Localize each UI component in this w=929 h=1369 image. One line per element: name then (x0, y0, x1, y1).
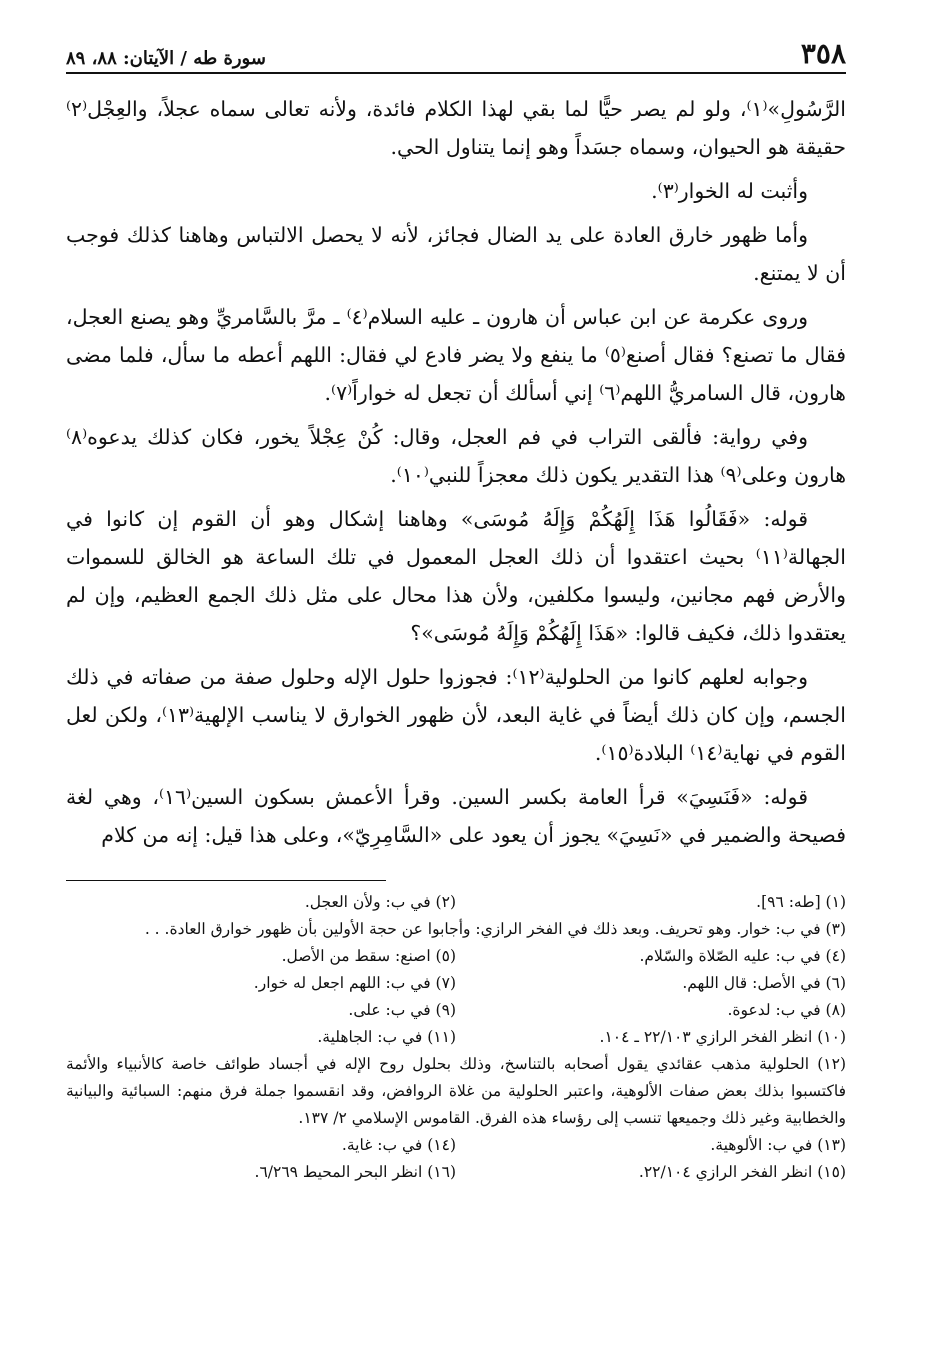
paragraph: الرَّسُولِ»⁽١⁾، ولو لم يصر حيًّا لما بقي لهذا الكلام فائدة، ولأنه تعالى سماه عجلاً، والعِجْل⁽٢⁾ حقيقة هو الحيوان، وسماه جسَداً وهو إنما يتناول الحي. (66, 97, 846, 159)
page-number: ٣٥٨ (800, 37, 846, 70)
footnote: (٥) اصنع: سقط من الأصل. (281, 947, 456, 965)
footnote-row (66, 1051, 846, 1132)
footnote: (١٠) انظر الفخر الرازي ٢٢/١٠٣ ـ ١٠٤. (599, 1028, 846, 1046)
footnote-row (66, 1159, 846, 1186)
page (66, 30, 846, 1186)
footnote: (٢) في ب: ولأن العجل. (304, 893, 456, 911)
footnote-row (66, 1024, 846, 1051)
main-text (66, 90, 846, 854)
running-title: سورة طه / الآيتان: ٨٨، ٨٩ (66, 48, 266, 69)
footnote: (٦) في الأصل: قال اللهم. (682, 974, 846, 992)
footnote: (١٢) الحلولية مذهب عقائدي يقول أصحابه بالتناسخ، وذلك بحلول روح الإله في أجساد طوائف خاصة كالأنبياء والأئمة فاكتسبوا بذلك بعض صفات الألوهية، واعتبر الحلولية من غلاة الروافض، وقد انقسموا جملة فرق منهم: السبائية والبيانية والخطابية وغير ذلك وجميعها تنسب إلى رؤساء هذه الفرق. القاموس الإسلامي ٢/ ١٣٧. (66, 1055, 846, 1127)
footnote: (١) [طه: ٩٦]. (756, 893, 846, 911)
footnote: (١٣) في ب: الألوهية. (710, 1136, 846, 1154)
footnote: (٨) في ب: لدعوة. (727, 1001, 846, 1019)
footnote: (١٥) انظر الفخر الرازي ٢٢/١٠٤. (638, 1163, 846, 1181)
paragraph: وجوابه لعلهم كانوا من الحلولية⁽١٢⁾: فجوزوا حلول الإله وحلول صفة من صفاته في ذلك الجسم، وإن كان ذلك أيضاً في غاية البعد، لأن ظهور الخوارق لا يناسب الإلهية⁽١٣⁾، ولكن لعل القوم في نهاية⁽١٤⁾ البلادة⁽١٥⁾. (66, 665, 846, 765)
paragraph: وفي رواية: فألقى التراب في فم العجل، وقال: كُنْ عِجْلاً يخور، فكان كذلك يدعوه⁽٨⁾ هارون وعلى⁽٩⁾ هذا التقدير يكون ذلك معجزاً للنبي⁽١٠⁾. (66, 425, 846, 487)
footnote: (١١) في ب: الجاهلية. (317, 1028, 456, 1046)
footnotes (66, 889, 846, 1186)
footnote-row (66, 997, 846, 1024)
footnote-row (66, 916, 846, 943)
paragraph: وأثبت له الخوار⁽٣⁾. (651, 179, 808, 203)
footnote: (٣) في ب: خوار. وهو تحريف. وبعد ذلك في الفخر الرازي: وأجابوا عن حجة الأولين بأن ظهور خوارق العادة. . . (144, 920, 846, 938)
footnote-row (66, 889, 846, 916)
paragraph: قوله: «فَقَالُوا هَذَا إِلَهُكُمْ وَإِلَهُ مُوسَى» وهاهنا إشكال وهو أن القوم إن كانوا في الجهالة⁽١١⁾ بحيث اعتقدوا أن ذلك العجل المعمول في تلك الساعة هو الخالق للسموات والأرض فهم مجانين، وليسوا مكلفين، ولأن هذا محال على مثل ذلك الجمع العظيم، وإن لم يعتقدوا ذلك، فكيف قالوا: «هَذَا إِلَهُكُمْ وَإِلَهُ مُوسَى»؟ (66, 507, 846, 645)
footnote-divider (66, 880, 386, 881)
footnote: (٩) في ب: على. (348, 1001, 456, 1019)
footnote-row (66, 943, 846, 970)
footnote-row (66, 970, 846, 997)
page-header (66, 30, 846, 74)
footnote-row (66, 1132, 846, 1159)
footnote: (١٦) انظر البحر المحيط ٦/٢٦٩. (254, 1163, 456, 1181)
footnote: (٧) في ب: اللهم اجعل له خوار. (253, 974, 456, 992)
paragraph: وروى عكرمة عن ابن عباس أن هارون ـ عليه السلام⁽٤⁾ ـ مرَّ بالسَّامريِّ وهو يصنع العجل، فقال ما تصنع؟ فقال أصنع⁽٥⁾ ما ينفع ولا يضر فادع لي فقال: اللهم أعطه ما سأل، فلما مضى هارون، قال السامريُّ اللهم⁽٦⁾ إني أسألك أن تجعل له خواراً⁽٧⁾. (66, 305, 847, 405)
footnote: (٤) في ب: عليه الصّلاة والسّلام. (639, 947, 846, 965)
footnote: (١٤) في ب: غاية. (341, 1136, 456, 1154)
paragraph: وأما ظهور خارق العادة على يد الضال فجائز، لأنه لا يحصل الالتباس وهاهنا كذلك فوجب أن لا يمتنع. (66, 223, 846, 285)
paragraph: قوله: «فَنَسِيَ» قرأ العامة بكسر السين. وقرأ الأعمش بسكون السين⁽١٦⁾، وهي لغة فصيحة والضمير في «نَسِيَ» يجوز أن يعود على «السَّامِرِيّ»، وعلى هذا قيل: إنه من كلام (66, 785, 846, 847)
